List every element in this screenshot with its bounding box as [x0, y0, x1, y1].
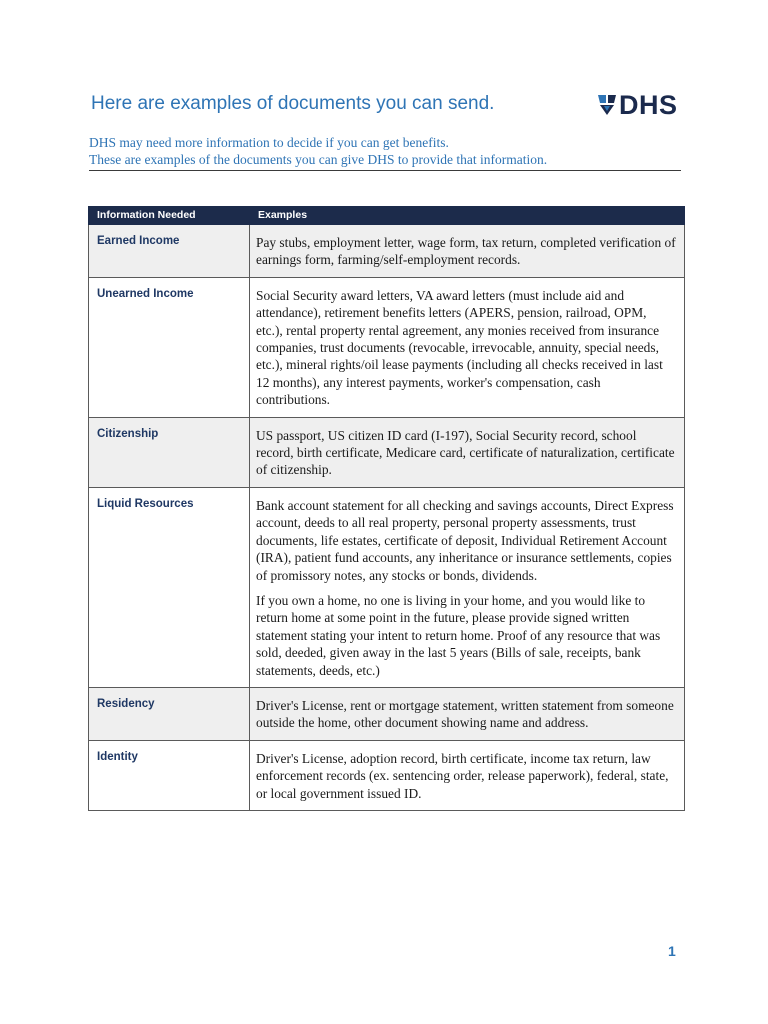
- examples-text: Driver's License, rent or mortgage statement, written statement from someone outside the home, other document showing name and address.: [256, 697, 674, 731]
- examples-text: US passport, US citizen ID card (I-197), Social Security record, school record, birth certificate, Medicare card, certificate of naturalization, certificate of citizenship.: [256, 427, 675, 478]
- table-row-residency: [89, 687, 685, 740]
- header-divider: [89, 170, 681, 171]
- column-header-information-needed: Information Needed: [89, 207, 250, 225]
- intro-text: [89, 134, 681, 168]
- table-row-identity: [89, 740, 685, 810]
- page-number: 1: [668, 943, 676, 959]
- table-row-unearned-income: [89, 277, 685, 417]
- row-examples: [250, 225, 685, 278]
- logo-text: DHS: [619, 90, 678, 120]
- examples-text: Driver's License, adoption record, birth certificate, income tax return, law enforcement records (ex. sentencing order, release paperwork), federal, state, or local government issued ID.: [256, 750, 669, 801]
- table-row-earned-income: [89, 225, 685, 278]
- row-category: Citizenship: [89, 417, 250, 487]
- table-row-citizenship: [89, 417, 685, 487]
- row-category: Unearned Income: [89, 277, 250, 417]
- row-category: Earned Income: [89, 225, 250, 278]
- examples-text: Social Security award letters, VA award letters (must include aid and attendance), retirement benefits letters (APERS, pension, railroad, OPM, etc.), rental property rental agreement, any monies received from insurance companies, trust documents (revocable, irrevocable, annuity, special needs, etc.), mineral rights/oil lease payments (including all checks received in last 12 months), any interest payments, worker's compensation, cash contributions.: [256, 287, 663, 408]
- row-examples: [250, 417, 685, 487]
- column-header-examples: Examples: [250, 207, 685, 225]
- row-examples: [250, 277, 685, 417]
- row-category: Identity: [89, 740, 250, 810]
- row-category: Liquid Resources: [89, 487, 250, 687]
- page-title: Here are examples of documents you can send.: [91, 93, 495, 114]
- row-category: Residency: [89, 687, 250, 740]
- row-examples: [250, 487, 685, 687]
- dhs-logo: [597, 90, 678, 120]
- intro-line-1: DHS may need more information to decide if you can get benefits.: [89, 135, 449, 150]
- row-examples: [250, 740, 685, 810]
- table-row-liquid-resources: [89, 487, 685, 687]
- dhs-logo-icon: [597, 93, 617, 117]
- row-examples: [250, 687, 685, 740]
- intro-line-2: These are examples of the documents you can give DHS to provide that information.: [89, 152, 548, 167]
- examples-text: If you own a home, no one is living in your home, and you would like to return home at some point in the future, please provide signed written statement stating your intent to return home. Proof of any resource that was sold, deeded, given away in the last 5 years (Bills of sale, receipts, bank statements, deeds, etc.): [256, 592, 661, 678]
- examples-text: Bank account statement for all checking and savings accounts, Direct Express account, deeds to all real property, personal property assessments, trust documents, life estates, certificate of deposit, Individual Retirement Account (IRA), patient fund accounts, any inheritance or insurance settlements, copies of promissory notes, any stocks or bonds, dividends.: [256, 497, 674, 583]
- examples-text: Pay stubs, employment letter, wage form, tax return, completed verification of earnings form, farming/self-employment records.: [256, 235, 676, 268]
- documents-table: [88, 206, 685, 811]
- table-header-row: [89, 207, 685, 225]
